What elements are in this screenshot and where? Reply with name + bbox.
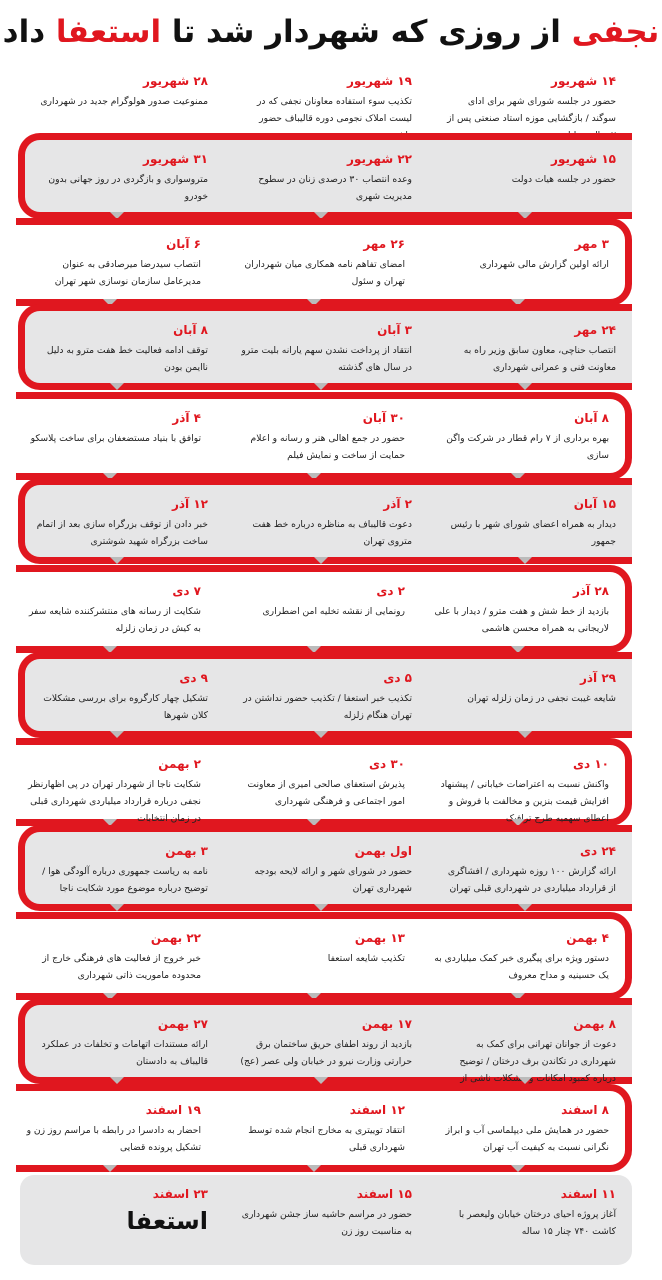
timeline-event — [424, 225, 619, 299]
timeline-event — [220, 225, 415, 299]
timeline-event — [431, 1005, 626, 1084]
timeline-event — [431, 1175, 626, 1265]
event-date: ۲۴ مهر — [574, 323, 616, 337]
event-date: ۱۱ اسفند — [560, 1187, 616, 1201]
event-description: انتقاد توییتری به مخارج انجام شده توسط شهرداری قبلی — [248, 1125, 405, 1153]
event-date: ۹ دی — [179, 671, 208, 685]
event-date: ۱۹ شهریور — [347, 74, 412, 88]
event-description: بهره برداری از ۷ رام قطار در شرکت واگن سازی — [446, 433, 609, 461]
timeline-tick-icon — [518, 1077, 532, 1084]
event-date: ۱۵ آبان — [573, 497, 616, 511]
timeline-row — [16, 62, 632, 134]
event-description: انتقاد از پرداخت نشدن سهم یارانه بلیت مترو در سال های گذشته — [241, 345, 412, 373]
event-date: ۴ بهمن — [566, 931, 609, 945]
timeline-event — [227, 659, 422, 731]
event-description: حضور در شورای شهر و ارائه لایحه بودجه شهرداری تهران — [254, 866, 412, 894]
event-date: ۳۱ شهریور — [143, 152, 208, 166]
timeline-event — [424, 399, 619, 473]
event-date: ۱۳ بهمن — [354, 931, 405, 945]
event-description: واکنش نسبت به اعتراضات خیابانی / پیشنهاد افزایش قیمت بنزین و مخالفت با فروش و اعطای سهمیه طرح ترافیک — [440, 779, 609, 824]
event-date: ۴ آذر — [172, 411, 201, 425]
timeline-event — [220, 1091, 415, 1165]
event-description: دعوت از جوانان تهرانی برای کمک به شهرداری در تکاندن برف درختان / توضیح درباره کمبود امکانات و مشکلات ناشی از — [459, 1039, 616, 1084]
event-description: بازدید از روند اطفای حریق ساختمان برق حرارتی وزارت نیرو در خیابان ولی عصر (عج) — [240, 1039, 412, 1067]
timeline-event — [23, 485, 218, 557]
event-description: حضور در مراسم حاشیه ساز جشن شهرداری به مناسبت روز زن — [241, 1209, 412, 1237]
event-date: ۲ آذر — [383, 497, 412, 511]
timeline-event — [431, 62, 626, 134]
timeline-event — [23, 1005, 218, 1077]
title-name: نجفی — [571, 14, 660, 50]
event-description: تکذیب سوء استفاده معاونان نجفی که در لیست املاک نجومی دوره قالیباف حضور — [256, 96, 412, 124]
timeline-tick-icon — [314, 904, 328, 911]
timeline-event — [424, 745, 619, 824]
event-description: نامه به ریاست جمهوری درباره آلودگی هوا / توضیح درباره موضوع مورد شکایت ناجا — [42, 866, 208, 894]
event-date: ۳ بهمن — [165, 844, 208, 858]
event-date: ۷ دی — [172, 584, 201, 598]
event-description: امضای تفاهم نامه همکاری میان شهرداران تهران و سئول — [244, 259, 405, 287]
event-description: شایعه غیبت نجفی در زمان زلزله تهران — [467, 693, 616, 704]
event-description: دیدار به همراه اعضای شورای شهر با رئیس جمهور — [450, 519, 616, 547]
timeline-tick-icon — [110, 731, 124, 738]
resignation-label: استعفا — [126, 1207, 208, 1235]
event-description: وعده انتصاب ۳۰ درصدی زنان در سطوح مدیریت شهری — [258, 174, 412, 202]
event-date: ۱۴ شهریور — [551, 74, 616, 88]
timeline-event — [431, 832, 626, 904]
timeline-event — [16, 745, 211, 824]
timeline-tick-icon — [307, 1165, 321, 1172]
timeline-event — [220, 399, 415, 473]
timeline-row — [18, 304, 632, 390]
event-description: ارائه گزارش ۱۰۰ روزه شهرداری / افشاگری از قرارداد میلیاردی در شهرداری قبلی تهران — [447, 866, 616, 894]
event-date: ۲۶ مهر — [363, 237, 405, 251]
event-description: توافق با بنیاد مستضعفان برای ساخت پلاسکو — [30, 433, 201, 444]
timeline-event — [431, 485, 626, 557]
event-date: ۲۲ بهمن — [150, 931, 201, 945]
event-description: خبر خروج از فعالیت های فرهنگی خارج از محدوده ماموریت ذاتی شهرداری — [42, 953, 201, 981]
title-middle: از روزی که شهردار شد تا — [161, 14, 572, 50]
event-description: متروسواری و بازگردی در روز جهانی بدون خودرو — [48, 174, 208, 202]
event-description: دعوت قالیباف به مناظره درباره خط هفت متروی تهران — [252, 519, 412, 547]
timeline-event — [23, 140, 218, 212]
event-date: ۳ مهر — [574, 237, 609, 251]
timeline-row — [16, 392, 632, 480]
event-date: ۸ آبان — [173, 323, 208, 337]
event-date: ۸ بهمن — [573, 1017, 616, 1031]
event-date: ۲۸ آذر — [572, 584, 609, 598]
event-date: ۲۲ شهریور — [347, 152, 412, 166]
timeline-event — [23, 1175, 218, 1265]
event-date: ۲۷ بهمن — [157, 1017, 208, 1031]
timeline-event — [227, 140, 422, 212]
title-resign: استعفا — [55, 14, 162, 50]
timeline-event — [220, 745, 415, 819]
timeline-event — [431, 140, 626, 212]
timeline-event — [424, 1091, 619, 1165]
event-date: اول بهمن — [354, 844, 412, 858]
timeline-row — [16, 218, 632, 306]
event-description: انتصاب سیدرضا میرصادقی به عنوان مدیرعامل سازمان نوسازی شهر تهران — [54, 259, 201, 287]
timeline-event — [23, 62, 218, 134]
event-description: ممنوعیت صدور هولوگرام جدید در شهرداری — [40, 96, 208, 107]
event-description: پذیرش استعفای صالحی امیری از معاونت امور اجتماعی و فرهنگی شهرداری — [247, 779, 405, 807]
timeline-event — [227, 1005, 422, 1077]
event-description: دستور ویژه برای پیگیری خبر کمک میلیاردی به یک حسینیه و مداح معروف — [434, 953, 609, 981]
timeline-tick-icon — [110, 383, 124, 390]
timeline-event — [227, 311, 422, 383]
event-date: ۱۹ اسفند — [145, 1103, 201, 1117]
event-description: ارائه اولین گزارش مالی شهرداری — [479, 259, 609, 270]
page-title — [0, 14, 662, 50]
timeline-tick-icon — [314, 1077, 328, 1084]
timeline-row — [18, 652, 632, 738]
timeline-tick-icon — [314, 383, 328, 390]
timeline-event — [227, 485, 422, 557]
timeline-tick-icon — [110, 557, 124, 564]
timeline-row — [18, 825, 632, 911]
event-description: تشکیل چهار کارگروه برای بررسی مشکلات کلان شهرها — [43, 693, 208, 721]
event-description: انتصاب حناچی، معاون سابق وزیر راه به معاونت فنی و عمرانی شهرداری — [463, 345, 616, 373]
timeline-tick-icon — [511, 1165, 525, 1172]
event-date: ۳۰ دی — [369, 757, 405, 771]
timeline-event — [23, 311, 218, 383]
event-date: ۲۹ آذر — [579, 671, 616, 685]
timeline-event — [227, 62, 422, 134]
event-description: حضور در جلسه شورای شهر برای ادای سوگند / بازگشایی موزه استاد صنعتی پس از — [447, 96, 616, 124]
event-date: ۱۰ دی — [573, 757, 609, 771]
event-description: رونمایی از نقشه تخلیه امن اضطراری — [262, 606, 405, 617]
timeline-tick-icon — [518, 731, 532, 738]
timeline-row — [16, 738, 632, 826]
timeline-event — [23, 832, 218, 904]
event-date: ۳۰ آبان — [362, 411, 405, 425]
timeline-event — [16, 399, 211, 473]
timeline-event — [220, 572, 415, 646]
timeline-row — [18, 133, 632, 219]
event-description: شکایت از رسانه های منتشرکننده شایعه سفر به کیش در زمان زلزله — [28, 606, 201, 634]
timeline-event — [431, 311, 626, 383]
event-date: ۶ آبان — [166, 237, 201, 251]
timeline-row — [18, 998, 632, 1084]
timeline-event — [424, 919, 619, 993]
timeline-event — [16, 572, 211, 646]
event-date: ۲۸ شهریور — [143, 74, 208, 88]
timeline-row — [16, 1084, 632, 1172]
event-date: ۸ اسفند — [561, 1103, 609, 1117]
timeline-tick-icon — [314, 557, 328, 564]
event-description: تکذیب شایعه استعفا — [327, 953, 405, 964]
event-date: ۸ آبان — [574, 411, 609, 425]
timeline-event — [227, 1175, 422, 1265]
event-description: حضور در جمع اهالی هنر و رسانه و اعلام حمایت از ساخت و نمایش فیلم — [250, 433, 405, 461]
event-date: ۵ دی — [383, 671, 412, 685]
event-description: تکذیب خبر استعفا / تکذیب حضور نداشتن در تهران هنگام زلزله — [243, 693, 412, 721]
timeline-tick-icon — [314, 731, 328, 738]
timeline-event — [16, 225, 211, 299]
event-date: ۳ آبان — [377, 323, 412, 337]
timeline-tick-icon — [110, 1077, 124, 1084]
timeline-tick-icon — [103, 1165, 117, 1172]
timeline-tick-icon — [110, 904, 124, 911]
event-date: ۱۵ شهریور — [551, 152, 616, 166]
title-end: داد — [2, 14, 56, 50]
timeline-event — [227, 832, 422, 904]
timeline-event — [16, 1091, 211, 1165]
event-description: ارائه مستندات اتهامات و تخلفات در عملکرد قالیباف به دادستان — [41, 1039, 208, 1067]
timeline-row — [18, 478, 632, 564]
event-description: حضور در همایش ملی دیپلماسی آب و ابراز نگرانی نسبت به کیفیت آب تهران — [445, 1125, 609, 1153]
event-date: ۲۴ دی — [580, 844, 616, 858]
timeline-tick-icon — [518, 904, 532, 911]
event-description: آغاز پروژه احیای درختان خیابان ولیعصر با کاشت ۷۴۰ چنار ۱۵ ساله — [458, 1209, 616, 1237]
timeline-row — [16, 565, 632, 653]
event-date: ۲ دی — [376, 584, 405, 598]
timeline-tick-icon — [518, 383, 532, 390]
timeline-tick-icon — [518, 557, 532, 564]
timeline-row — [16, 912, 632, 1000]
event-date: ۲ بهمن — [158, 757, 201, 771]
event-date: ۱۲ آذر — [171, 497, 208, 511]
event-description: احضار به دادسرا در رابطه با مراسم روز زن و تشکیل پرونده قضایی — [26, 1125, 201, 1153]
event-date: ۲۳ اسفند — [152, 1187, 208, 1201]
timeline-event — [16, 919, 211, 993]
event-date: ۱۷ بهمن — [361, 1017, 412, 1031]
event-description: حضور در جلسه هیات دولت — [511, 174, 616, 185]
event-date: ۱۲ اسفند — [349, 1103, 405, 1117]
event-description: خبر دادن از توقف بزرگراه سازی بعد از اتمام ساخت بزرگراه شهید شوشتری — [36, 519, 208, 547]
event-description: شکایت ناجا از شهردار تهران در پی اظهارنظر نجفی درباره قرارداد میلیاردی شهرداری قبلی در زمان انتخابات — [28, 779, 201, 824]
timeline-event — [23, 659, 218, 731]
event-description: بازدید از خط شش و هفت مترو / دیدار با علی لاریجانی به همراه محسن هاشمی — [434, 606, 609, 634]
event-description: توقف ادامه فعالیت خط هفت مترو به دلیل ناایمن بودن — [46, 345, 208, 373]
timeline-event — [220, 919, 415, 993]
timeline-event — [431, 659, 626, 731]
timeline-event — [424, 572, 619, 646]
event-date: ۱۵ اسفند — [356, 1187, 412, 1201]
timeline-row — [20, 1175, 632, 1265]
